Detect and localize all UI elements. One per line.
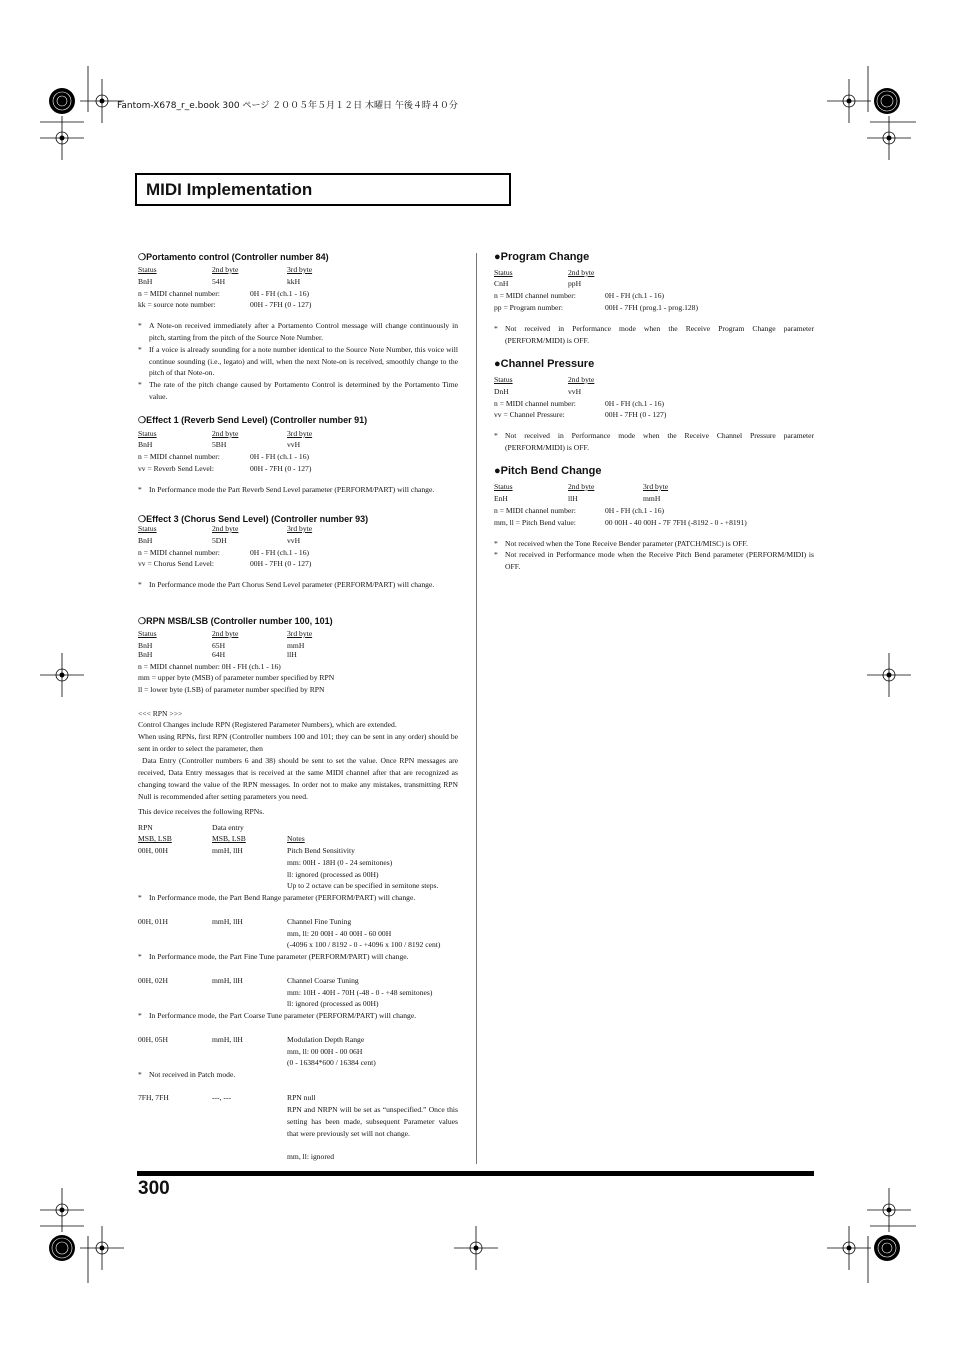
section-heading: ❍Effect 1 (Reverb Send Level) (Controller number 91) — [138, 415, 368, 425]
print-header-line: Fantom-X678_r_e.book 300 ページ ２００５年５月１２日 木曜日 午後４時４０分 — [117, 101, 458, 111]
col-header: 2nd byte — [568, 482, 595, 491]
table-cell: Pitch Bend Sensitivity — [287, 846, 355, 855]
section-heading: ●Pitch Bend Change — [494, 465, 602, 477]
table-cell: DnH — [494, 387, 509, 396]
col-header: 2nd byte — [212, 629, 239, 638]
table-cell: mmH, llH — [212, 846, 243, 855]
def-value: 0H - FH (ch.1 - 16) — [250, 289, 310, 298]
table-cell: kkH — [287, 277, 301, 286]
col-header: Status — [494, 268, 513, 277]
def-line: n = MIDI channel number: 0H - FH (ch.1 - 16) — [138, 662, 281, 671]
table-cell: 00H, 02H — [138, 976, 168, 985]
def-label: n = MIDI channel number: — [138, 548, 220, 557]
page-number: 300 — [138, 1178, 170, 1199]
def-value: 00H - 7FH (0 - 127) — [250, 464, 312, 473]
table-cell: mm, ll: 00 00H - 00 06H — [287, 1047, 363, 1056]
table-cell: 00H, 01H — [138, 917, 168, 926]
table-cell: BnH — [138, 440, 153, 449]
table-cell: 64H — [212, 650, 226, 659]
table-cell: (-4096 x 100 / 8192 - 0 - +4096 x 100 / 8192 cent) — [287, 940, 441, 949]
def-label: vv = Chorus Send Level: — [138, 559, 214, 568]
table-cell: vvH — [287, 440, 301, 449]
table-cell: BnH — [138, 650, 153, 659]
col-header: Status — [138, 429, 157, 438]
def-value: 0H - FH (ch.1 - 16) — [250, 548, 310, 557]
table-cell: 00H, 05H — [138, 1035, 168, 1044]
def-label: vv = Reverb Send Level: — [138, 464, 214, 473]
def-label: kk = source note number: — [138, 300, 216, 309]
def-value: 0H - FH (ch.1 - 16) — [605, 506, 665, 515]
def-value: 00 00H - 40 00H - 7F 7FH (-8192 - 0 - +8191) — [605, 518, 747, 527]
table-cell: EnH — [494, 494, 508, 503]
footnote: * Not received in Patch mode. — [138, 1070, 236, 1079]
def-line: mm = upper byte (MSB) of parameter number specified by RPN — [138, 673, 335, 682]
table-cell: 5BH — [212, 440, 227, 449]
paragraph: Data Entry (Controller numbers 6 and 38) should be sent to set the value. Once RPN messages are received, Data Entry messages that is received at the same MIDI channel after that are recognized as changing toward the value of the RPN messages. In order not to make any mistakes, transmitting RPN Null is recommended after setting parameters you need. — [138, 756, 458, 801]
table-cell: ll: ignored (processed as 00H) — [287, 870, 379, 879]
col-header: 3rd byte — [287, 524, 313, 533]
col-header: 2nd byte — [568, 268, 595, 277]
def-value: 0H - FH (ch.1 - 16) — [250, 452, 310, 461]
table-cell: Up to 2 octave can be specified in semitone steps. — [287, 881, 439, 890]
table-cell: ---, --- — [212, 1093, 231, 1102]
table-cell: ll: ignored (processed as 00H) — [287, 999, 379, 1008]
table-cell: Channel Coarse Tuning — [287, 976, 359, 985]
def-value: 00H - 7FH (0 - 127) — [605, 410, 667, 419]
col-header: Status — [138, 629, 157, 638]
table-cell: mmH — [643, 494, 661, 503]
paragraph: This device receives the following RPNs. — [138, 807, 265, 816]
footnote: * In Performance mode, the Part Fine Tune parameter (PERFORM/PART) will change. — [138, 952, 409, 961]
def-label: pp = Program number: — [494, 303, 564, 312]
rpn-table-header: Data entry — [212, 823, 244, 832]
table-cell: (0 - 16384*600 / 16384 cent) — [287, 1058, 376, 1067]
footnote: * Not received in Performance mode when the Receive Program Change parameter (PERFORM/MIDI) is OFF. — [494, 324, 814, 345]
footnote: * Not received in Performance mode when the Receive Pitch Bend parameter (PERFORM/MIDI) is OFF. — [494, 550, 814, 571]
table-cell: mmH, llH — [212, 917, 243, 926]
col-header: Status — [494, 375, 513, 384]
table-cell: RPN and NRPN will be set as “unspecified.” Once this setting has been made, subsequent Parameter values that were previously set will not change. — [287, 1105, 458, 1138]
table-cell: 5DH — [212, 536, 227, 545]
col-header: Status — [138, 524, 157, 533]
footnote: * Not received in Performance mode when the Receive Channel Pressure parameter (PERFORM/MIDI) is OFF. — [494, 431, 814, 452]
def-value: 00H - 7FH (0 - 127) — [250, 559, 312, 568]
table-cell: llH — [568, 494, 578, 503]
rpn-table-header: MSB, LSB — [138, 834, 172, 843]
col-header: Status — [494, 482, 513, 491]
def-value: 0H - FH (ch.1 - 16) — [605, 399, 665, 408]
def-label: n = MIDI channel number: — [138, 289, 220, 298]
table-cell: mm, ll: 20 00H - 40 00H - 60 00H — [287, 929, 392, 938]
col-header: Status — [138, 265, 157, 274]
table-cell: mm, ll: ignored — [287, 1152, 335, 1161]
col-header: 3rd byte — [287, 629, 313, 638]
footnote: * In Performance mode, the Part Coarse Tune parameter (PERFORM/PART) will change. — [138, 1011, 417, 1020]
def-value: 00H - 7FH (prog.1 - prog.128) — [605, 303, 699, 312]
def-label: vv = Channel Pressure: — [494, 410, 565, 419]
section-heading: ❍RPN MSB/LSB (Controller number 100, 101) — [138, 616, 333, 626]
rpn-intro-title: <<< RPN >>> — [138, 709, 183, 718]
footnote: * Not received when the Tone Receive Bender parameter (PATCH/MISC) is OFF. — [494, 539, 748, 548]
page-title: MIDI Implementation — [146, 180, 313, 199]
table-cell: CnH — [494, 279, 509, 288]
table-cell: mmH, llH — [212, 976, 243, 985]
def-label: mm, ll = Pitch Bend value: — [494, 518, 576, 527]
page-title-box — [135, 173, 511, 206]
footnote: * If a voice is already sounding for a note number identical to the Source Note Number, this voice will continue sounding (i.e., legato) and will, when the next Note-on is received, smoothly change to the pitch of that Note-on. — [138, 345, 458, 378]
table-cell: 65H — [212, 641, 226, 650]
col-header: 3rd byte — [643, 482, 669, 491]
footnote: * A Note-on received immediately after a Portamento Control message will change continuously in pitch, starting from the pitch of the Source Note Number. — [138, 321, 458, 342]
table-cell: Modulation Depth Range — [287, 1035, 365, 1044]
def-label: n = MIDI channel number: — [138, 452, 220, 461]
table-cell: mmH — [287, 641, 305, 650]
def-line: ll = lower byte (LSB) of parameter number specified by RPN — [138, 685, 325, 694]
table-cell: llH — [287, 650, 297, 659]
paragraph: Control Changes include RPN (Registered Parameter Numbers), which are extended. — [138, 720, 397, 729]
col-header: 2nd byte — [212, 429, 239, 438]
table-cell: mmH, llH — [212, 1035, 243, 1044]
rpn-table-header: Notes — [287, 834, 305, 843]
def-label: n = MIDI channel number: — [494, 291, 576, 300]
footnote: * In Performance mode the Part Reverb Send Level parameter (PERFORM/PART) will change. — [138, 485, 435, 494]
rpn-table-header: MSB, LSB — [212, 834, 246, 843]
def-label: n = MIDI channel number: — [494, 399, 576, 408]
table-cell: 54H — [212, 277, 226, 286]
table-cell: BnH — [138, 277, 153, 286]
table-cell: mm: 00H - 18H (0 - 24 semitones) — [287, 858, 393, 867]
table-cell: RPN null — [287, 1093, 316, 1102]
section-heading: ❍Portamento control (Controller number 84) — [138, 252, 329, 262]
table-cell: vvH — [568, 387, 582, 396]
col-header: 2nd byte — [568, 375, 595, 384]
table-cell: BnH — [138, 641, 153, 650]
column-divider — [476, 253, 477, 1164]
col-header: 2nd byte — [212, 524, 239, 533]
paragraph: When using RPNs, first RPN (Controller numbers 100 and 101; they can be sent in any order) should be sent in order to select the parameter, then — [138, 732, 458, 753]
section-heading: ❍Effect 3 (Chorus Send Level) (Controller number 93) — [138, 514, 369, 524]
def-value: 00H - 7FH (0 - 127) — [250, 300, 312, 309]
table-cell: ppH — [568, 279, 582, 288]
table-cell: vvH — [287, 536, 301, 545]
col-header: 3rd byte — [287, 429, 313, 438]
rpn-table-header: RPN — [138, 823, 153, 832]
footnote: * In Performance mode the Part Chorus Send Level parameter (PERFORM/PART) will change. — [138, 580, 435, 589]
section-heading: ●Program Change — [494, 251, 590, 263]
def-label: n = MIDI channel number: — [494, 506, 576, 515]
footnote: * In Performance mode, the Part Bend Range parameter (PERFORM/PART) will change. — [138, 893, 416, 902]
table-cell: BnH — [138, 536, 153, 545]
footnote: * The rate of the pitch change caused by Portamento Control is determined by the Portamento Time value. — [138, 380, 458, 401]
col-header: 3rd byte — [287, 265, 313, 274]
def-value: 0H - FH (ch.1 - 16) — [605, 291, 665, 300]
table-cell: 7FH, 7FH — [138, 1093, 169, 1102]
table-cell: 00H, 00H — [138, 846, 168, 855]
table-cell: Channel Fine Tuning — [287, 917, 352, 926]
table-cell: mm: 10H - 40H - 70H (-48 - 0 - +48 semitones) — [287, 988, 433, 997]
section-heading: ●Channel Pressure — [494, 358, 595, 370]
footer-rule — [137, 1171, 814, 1176]
col-header: 2nd byte — [212, 265, 239, 274]
